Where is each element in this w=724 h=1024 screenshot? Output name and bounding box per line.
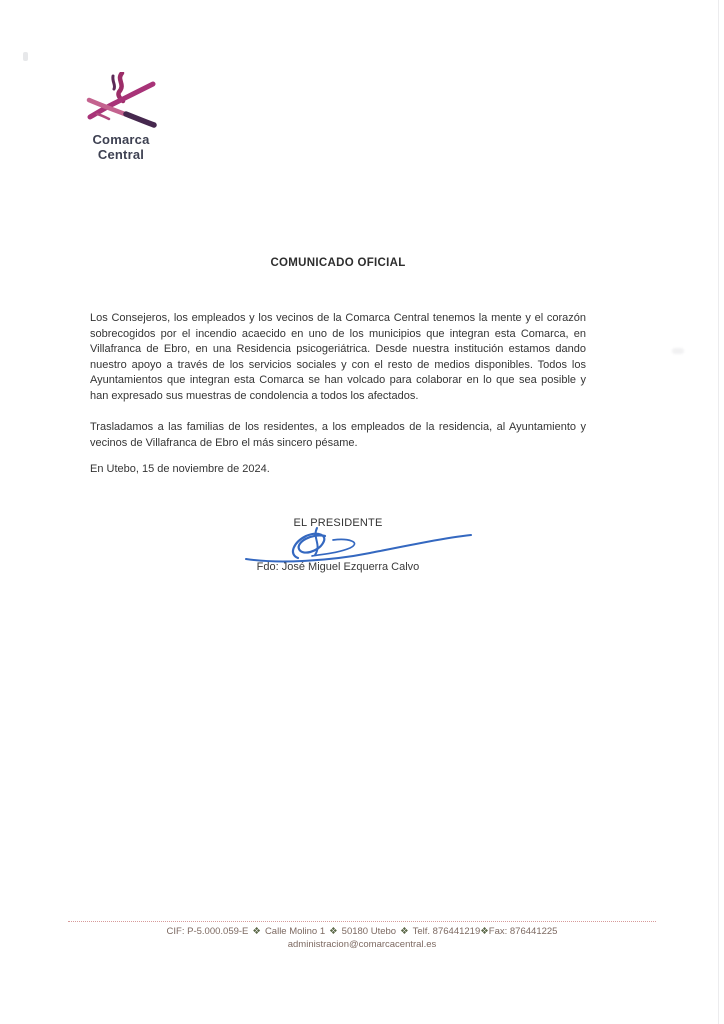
- footer-email: administracion@comarcacentral.es: [287, 939, 437, 950]
- logo-mark-icon: [85, 72, 157, 130]
- signature-scribble: [238, 526, 476, 566]
- scan-edge-line: [718, 0, 719, 1024]
- logo: [84, 72, 158, 162]
- signature-role: EL PRESIDENTE: [293, 517, 383, 529]
- diamond-separator-icon: ❖: [329, 926, 338, 937]
- signature-name: Fdo: José Miguel Ezquerra Calvo: [256, 561, 420, 573]
- footer: [68, 921, 656, 951]
- logo-text-line1: Comarca: [92, 132, 150, 147]
- scan-artifact: [672, 348, 684, 354]
- logo-text: [84, 132, 158, 162]
- document-title: COMUNICADO OFICIAL: [270, 257, 406, 269]
- diamond-separator-icon: ❖: [480, 926, 489, 937]
- diamond-separator-icon: ❖: [400, 926, 409, 937]
- paragraph-1: Los Consejeros, los empleados y los vecinos de la Comarca Central tenemos la mente y el corazón sobrecogidos por el incendio acaecido en uno de los municipios que integran esta Comarca, en Villafranca de Ebro, en una Residencia psicogeriátrica. Desde nuestra institución estamos dando nuestro apoyo a través de los servicios sociales y con el resto de medios disponibles. Todos los Ayuntamientos que integran esta Comarca se han volcado para colaborar en lo que sea posible y han expresado sus muestras de condolencia a todos los afectados.: [90, 312, 586, 402]
- paragraph-2: Trasladamos a las familias de los residentes, a los empleados de la residencia, al Ayuntamiento y vecinos de Villafranca de Ebro el más sincero pésame.: [90, 421, 586, 449]
- dateline: En Utebo, 15 de noviembre de 2024.: [90, 463, 270, 475]
- logo-text-line2: Central: [97, 147, 145, 162]
- diamond-separator-icon: ❖: [252, 926, 261, 937]
- scan-artifact: [23, 52, 28, 61]
- footer-contact-line: CIF: P-5.000.059-E ❖ Calle Molino 1 ❖ 50180 Utebo ❖ Telf. 876441219❖Fax: 876441225: [166, 926, 558, 937]
